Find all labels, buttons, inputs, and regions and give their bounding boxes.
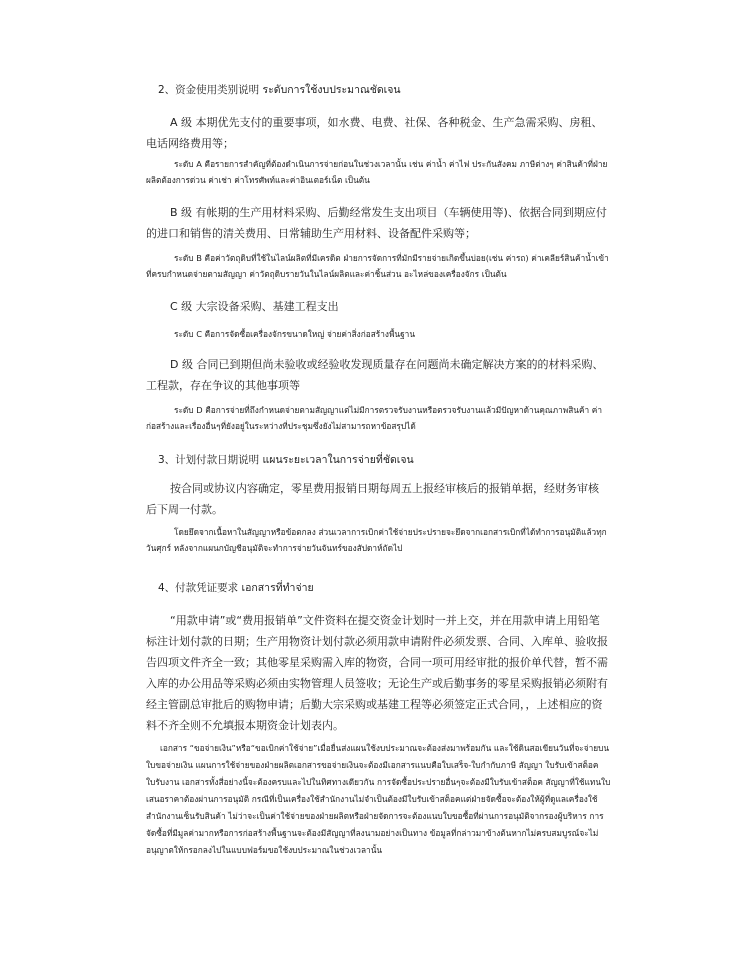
section2-heading: 2、资金使用类别说明 ระดับการใช้งบประมาณชัดเจน [158,84,401,96]
section3-heading: 3、计划付款日期说明 แผนระยะเวลาในการจ่ายที่ชัดเจน [158,454,414,466]
section4-chinese: “用款申请”或“费用报销单”文件资料在提交资金计划时一并上交，并在用款申请上用铅笔标注计划付款的日期；生产用物资计划付款必须用款申请附件必须发票、合同、入库单、验收报告四项文件齐全一致；其他零星采购需入库的物资，合同一项可用经审批的报价单代替，暂不需入库的办公用品等采购必须由实物管理人员签收；无论生产或后勤事务的零星采购报销必须附有经主管副总审批后的购物申请；后勤大宗采购或基建工程等必须签定正式合同，，上述相应的资料不齐全则不允填报本期资金计划表内。 [146,614,608,732]
section4-thai: เอกสาร “ขอจ่ายเงิน”หรือ“ขอเบิกค่าใช้จ่าย”เมื่อยื่นส่งแผนใช้งบประมาณจะต้องส่งมาพร้อมกัน และใช้ดินสอเขียนวันที่จะจ่ายบนใบขอจ่ายเงิน แผนการใช้จ่ายของฝ่ายผลิตเอกสารขอจ่ายเงินจะต้องมีเอกสารแนบคือใบเสร็จ-ใบกำกับภาษี สัญญา ใบรับเข้าสต็อค ใบรับงาน เอกสารทั้งสี่อย่างนี้จะต้องครบและไปในทิศทางเดียวกัน การจัดซื้อประปรายอื่นๆจะต้องมีใบรับเข้าสต็อค สัญญาที่ใช้แทนใบเสนอราคาต้องผ่านการอนุมัติ กรณีที่เป็นเครื่องใช้สำนักงานไม่จำเป็นต้องมีใบรับเข้าสต็อคแต่ฝ่ายจัดซื้อจะต้องให้ผู้ที่ดูแลเครื่องใช้สำนักงานเซ็นรับสินค้า ไม่ว่าจะเป็นค่าใช้จ่ายของฝ่ายผลิตหรือฝ่ายจัดการจะต้องแนบใบขอซื้อที่ผ่านการอนุมัติจากรองผู้บริหาร การจัดซื้อที่มีมูลค่ามากหรือการก่อสร้างพื้นฐานจะต้องมีสัญญาที่ลงนามอย่างเป็นทาง ข้อมูลที่กล่าวมาข้างต้นหากไม่ครบสมบูรณ์จะไม่อนุญาตให้กรอกลงไปในแบบฟอร์มขอใช้งบประมาณในช่วงเวลานั้น [146,743,611,855]
level-d-thai: ระดับ D คือการจ่ายที่ถึงกำหนดจ่ายตามสัญญาแต่ไม่มีการตรวจรับงานหรือตรวจรับงานแล้วมีปัญหาด้านคุณภาพสินค้า ค่าก่อสร้างและเรื่องอื่นๆที่ยังอยู่ในระหว่างที่ประชุมซึ่งยังไม่สามารถหาข้อสรุปได้ [146,405,603,431]
level-d-chinese: D 级 合同已到期但尚未验收或经验收发现质量存在问题尚未确定解决方案的的材料采购、工程款，存在争议的其他事项等 [146,358,604,392]
level-a-chinese: A 级 本期优先支付的重要事项，如水费、电费、社保、各种税金、生产急需采购、房租、电话网络费用等； [146,116,603,150]
level-c-thai: ระดับ C คือการจัดซื้อเครื่องจักรขนาดใหญ่ จ่ายค่าสิ่งก่อสร้างพื้นฐาน [174,329,415,339]
section4-heading: 4、付款凭证要求 เอกสารที่ทำจ่าย [158,582,314,594]
level-c-chinese: C 级 大宗设备采购、基建工程支出 [170,300,339,313]
section3-chinese: 按合同或协议内容确定，零星费用报销日期每周五上报经审核后的报销单据，经财务审核后下周一付款。 [146,482,599,516]
level-b-thai: ระดับ B คือค่าวัตถุดิบที่ใช้ในไลน์ผลิตที่มีเครดิต ฝ่ายการจัดการที่มักมีรายจ่ายเกิดขึ้นบ่อย(เช่น ค่ารถ) ค่าเคลียร์สินค้าน้ำเข้าที่ครบกำหนดจ่ายตามสัญญา ค่าวัตถุดิบรายวันในไลน์ผลิตและค่าชิ้นส่วน อะไหล่ของเครื่องจักร เป็นต้น [146,253,609,279]
section3-thai: โดยยึดจากเนื้อหาในสัญญาหรือข้อตกลง ส่วนเวลาการเบิกค่าใช้จ่ายประปรายจะยึดจากเอกสารเบิกที่ได้ทำการอนุมัติแล้วทุกวันศุกร์ หลังจากแผนกบัญชีอนุมัติจะทำการจ่ายวันจันทร์ของสัปดาห์ถัดไป [146,527,607,553]
level-b-chinese: B 级 有帐期的生产用材料采购、后勤经常发生支出项目（车辆使用等)、依据合同到期应付的进口和销售的清关费用、日常辅助生产用材料、设备配件采购等； [146,206,607,240]
level-a-thai: ระดับ A คือรายการสำคัญที่ต้องดำเนินการจ่ายก่อนในช่วงเวลานั้น เช่น ค่าน้ำ ค่าไฟ ประกันสังคม ภาษีต่างๆ ค่าสินค้าที่ฝ่ายผลิตต้องการด่วน ค่าเช่า ค่าโทรศัพท์และค่าอินเตอร์เน็ต เป็นต้น [146,159,608,185]
